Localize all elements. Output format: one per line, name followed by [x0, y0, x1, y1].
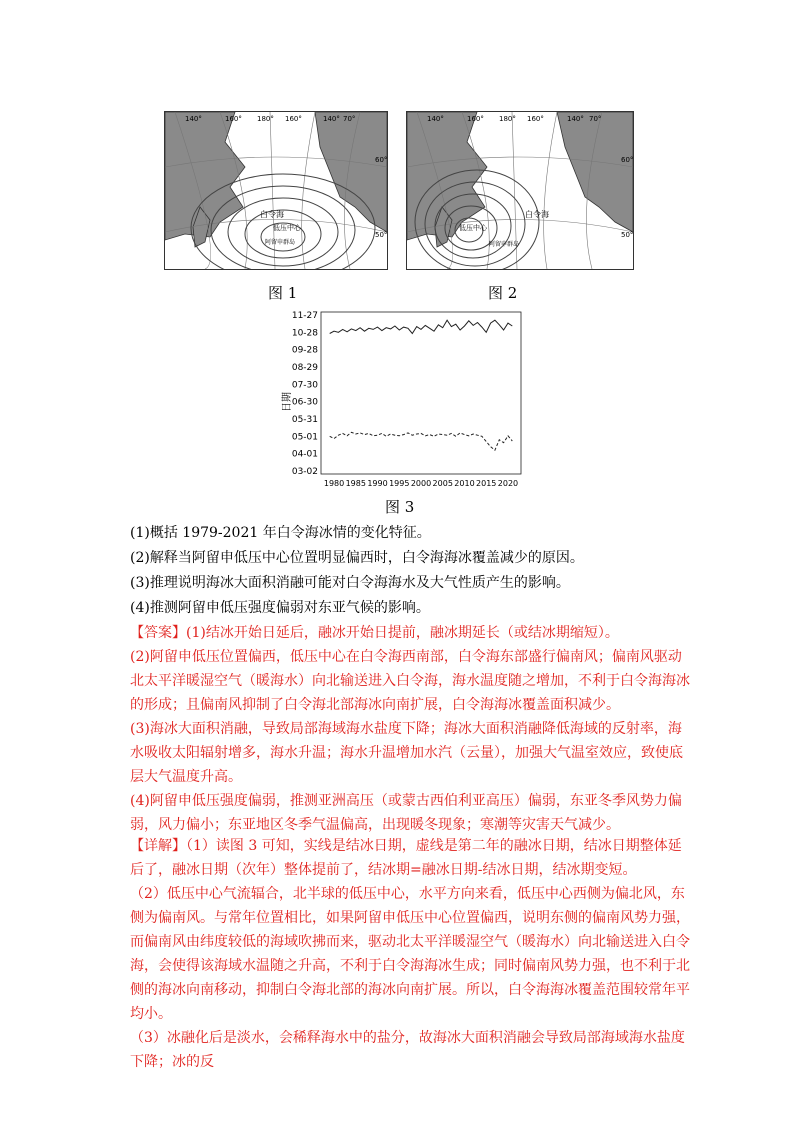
lat-label: 60°: [621, 156, 633, 164]
detail-tag: 【详解】: [130, 838, 186, 854]
x-tick-label: 1995: [389, 479, 410, 488]
lat-label: 50°: [621, 231, 633, 239]
alaska-landmass: [315, 112, 387, 232]
y-tick-label: 10-28: [291, 328, 318, 339]
x-tick-label: 1980: [323, 479, 345, 488]
lon-label: 140°: [567, 115, 584, 123]
figure-2-caption: 图 2: [488, 284, 518, 302]
y-tick-label: 09-28: [291, 345, 318, 356]
freeze-date-line: [330, 320, 513, 333]
question-3: (3)推理说明海冰大面积消融可能对白令海海水及大气性质产生的影响。: [130, 575, 570, 591]
y-tick-label: 05-01: [291, 432, 318, 443]
y-tick-label: 03-02: [291, 467, 318, 477]
detail-3: （3）冰融化后是淡水，会稀释海水中的盐分，故海冰大面积消融会导致局部海域海水盐度下降；冰的反: [130, 1030, 685, 1070]
figure-1-caption: 图 1: [268, 284, 298, 302]
y-tick-label: 08-29: [291, 363, 318, 373]
lon-label: 70°: [589, 115, 602, 123]
lon-label: 160°: [285, 115, 302, 123]
detail-2: （2）低压中心气流辐合，北半球的低压中心，水平方向来看，低压中心西侧为偏北风，东侧为偏南风。与常年位置相比，如果阿留申低压中心位置偏西，说明东侧的偏南风势力强，而偏南风由纬度较低的海域吹拂而来，驱动北太平洋暖湿空气（暖海水）向北输送进入白令海，会使得该海域水温随之升高，不利于白令海海冰生成；同时偏南风势力强，也不利于北侧的海冰向南移动，抑制白令海北部的海冰向南扩展。所以，白令海海冰覆盖范围较常年平均小。: [130, 886, 690, 1022]
detail-1: （1）读图 3 可知，实线是结冰日期，虚线是第二年的融冰日期，结冰日期整体延后了，融冰日期（次年）整体提前了，结冰期=融冰日期-结冰日期，结冰期变短。: [130, 838, 682, 878]
figure-1-svg: [165, 112, 387, 269]
island-label: 阿留申群岛: [265, 239, 296, 246]
x-tick-label: 2020: [497, 479, 519, 488]
answer-3: (3)海冰大面积消融，导致局部海域海水盐度下降；海冰大面积消融降低海域的反射率，海水吸收太阳辐射增多，海水升温；海水升温增加水汽（云量），加强大气温室效应，致使底层大气温度升高。: [130, 721, 683, 785]
question-2: (2)解释当阿留申低压中心位置明显偏西时，白令海海冰覆盖减少的原因。: [130, 550, 584, 566]
figure-3-caption: 图 3: [385, 498, 415, 516]
low-label: 低压中心: [273, 224, 301, 232]
sea-label: 白令海: [525, 210, 549, 219]
lon-label: 160°: [225, 115, 242, 123]
y-tick-label: 04-01: [291, 449, 318, 460]
y-tick-label: 06-30: [291, 397, 318, 408]
figure-1-map: [164, 111, 388, 270]
y-tick-label: 11-27: [291, 311, 318, 321]
answer-block: [130, 621, 690, 837]
question-1: (1)概括 1979-2021 年白令海冰情的变化特征。: [130, 525, 431, 541]
sea-label: 白令海: [260, 210, 284, 219]
figure-3-chart: [278, 310, 528, 490]
figure-2-map: [406, 111, 634, 270]
lon-label: 140°: [427, 115, 444, 123]
lon-label: 140°: [185, 115, 202, 123]
alaska-landmass: [557, 112, 633, 232]
y-tick-label: 05-31: [291, 415, 318, 425]
x-tick-label: 2005: [432, 479, 453, 488]
x-tick-label: 2010: [454, 479, 475, 488]
x-tick-label: 2000: [410, 479, 432, 488]
lon-label: 180°: [499, 115, 516, 123]
figure-2-svg: [407, 112, 633, 269]
island-label: 阿留申群岛: [489, 241, 520, 248]
answer-4: (4)阿留申低压强度偏弱，推测亚洲高压（或蒙古西伯利亚高压）偏弱，东亚冬季风势力偏弱，风力偏小；东亚地区冬季气温偏高，出现暖冬现象；寒潮等灾害天气减少。: [130, 793, 682, 833]
lon-label: 180°: [257, 115, 274, 123]
lat-label: 50°: [375, 231, 387, 239]
x-tick-label: 2015: [476, 479, 497, 488]
plot-frame: [321, 312, 521, 474]
melt-date-line: [330, 432, 513, 450]
answer-2: (2)阿留申低压位置偏西，低压中心在白令海西南部，白令海东部盛行偏南风；偏南风驱动北太平洋暖湿空气（暖海水）向北输送进入白令海，海水温度随之增加，不利于白令海海冰的形成；且偏南风抑制了白令海北部海冰向南扩展，白令海海冰覆盖面积减少。: [130, 649, 690, 713]
answer-tag: 【答案】: [130, 625, 186, 641]
answer-1: (1)结冰开始日延后，融冰开始日提前，融冰期延长（或结冰期缩短）。: [186, 625, 619, 641]
x-tick-label: 1990: [367, 479, 388, 488]
x-tick-label: 1985: [345, 479, 366, 488]
lon-label: 160°: [527, 115, 544, 123]
lon-label: 140°: [323, 115, 340, 123]
y-axis-label: 日期: [282, 392, 293, 412]
lon-label: 160°: [467, 115, 484, 123]
lat-label: 60°: [375, 156, 387, 164]
low-label: 低压中心: [459, 224, 487, 232]
lon-label: 70°: [343, 115, 356, 123]
detail-block: [130, 834, 690, 1074]
y-tick-label: 07-30: [291, 380, 318, 391]
question-4: (4)推测阿留申低压强度偏弱对东亚气候的影响。: [130, 600, 430, 616]
